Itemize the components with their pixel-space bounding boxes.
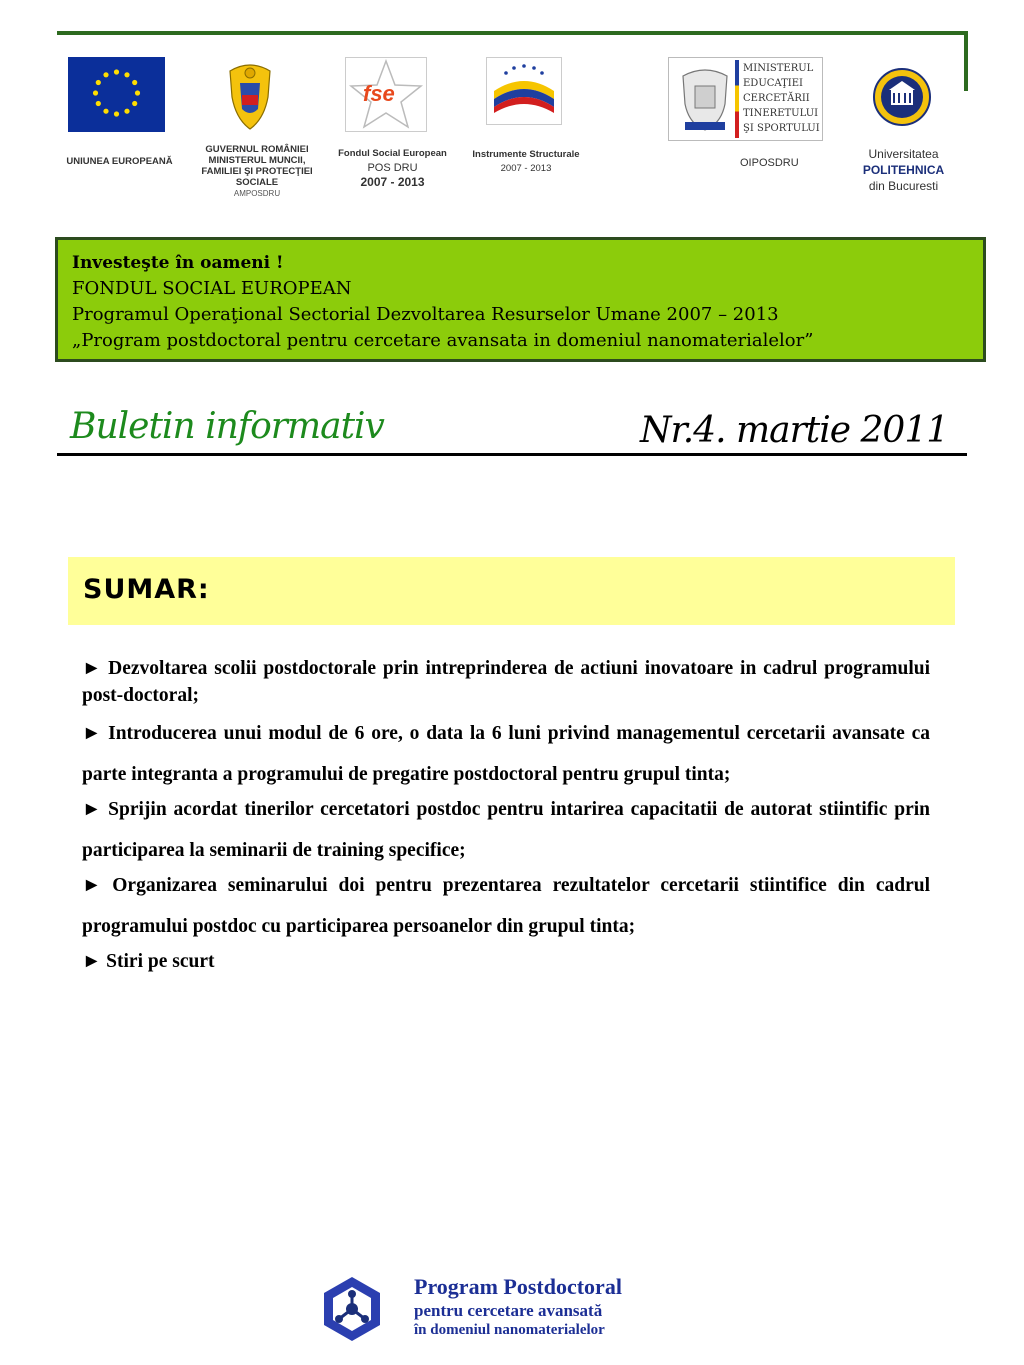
fse-caption-line: 2007 - 2013 (360, 175, 425, 189)
romania-coat-of-arms-icon (224, 57, 276, 132)
fse-caption-line: POS DRU (367, 162, 418, 174)
summary-item: ► Sprijin acordat tinerilor cercetatori postdoc pentru intarirea capacitatii de autorat stiintific prin participarea la seminarii de training specifice; (82, 799, 930, 861)
summary-item: ► Organizarea seminarului doi pentru prezentarea rezultatelor cercetarii stiintifice din cadrul programului postdoc cu participarea persoanelor din grupul tinta; (82, 875, 930, 937)
instrumente-caption-line: 2007 - 2013 (500, 163, 552, 174)
eu-flag-icon (68, 57, 165, 132)
ministry-line: TINERETULUI (743, 108, 819, 119)
footer-line: în domeniul nanomaterialelor (414, 1322, 605, 1338)
instrumente-structurale-icon (486, 57, 562, 125)
fse-text: fse (363, 81, 395, 106)
footer-program-text (414, 1274, 622, 1340)
summary-item: ► Introducerea unui modul de 6 ore, o data la 6 luni privind managementul cercetarii avansate ca parte integranta a programului de pregatire postdoctoral pentru grupul tinta; (82, 723, 930, 785)
ministry-education-icon (668, 57, 823, 141)
eu-caption: UNIUNEA EUROPEANĂ (66, 156, 173, 167)
politehnica-caption-line: din Bucuresti (868, 179, 939, 193)
romania-caption-line: GUVERNUL ROMÂNIEI (205, 144, 309, 155)
romania-caption-line: MINISTERUL MUNCII, (208, 155, 306, 166)
summary-list (82, 655, 930, 982)
politehnica-caption (846, 146, 961, 194)
fse-line: FONDUL SOCIAL EUROPEAN (72, 278, 352, 299)
bulletin-title: Buletin informativ (70, 406, 384, 447)
ministry-line: MINISTERUL (743, 63, 814, 74)
ministry-line: ŞI SPORTULUI (743, 123, 820, 134)
top-frame-line (57, 31, 967, 35)
amposdru-label: AMPOSDRU (233, 189, 281, 198)
fse-star-icon (345, 57, 427, 132)
footer-line: Program Postdoctoral (414, 1274, 622, 1299)
instrumente-caption (466, 148, 586, 176)
tricolor-bar (735, 60, 739, 138)
ministry-line: CERCETĂRII (743, 93, 810, 104)
issue-number: Nr.4. martie 2011 (640, 410, 949, 451)
romania-caption-line: FAMILIEI ŞI PROTECŢIEI (201, 166, 313, 177)
program-info-box (55, 237, 986, 362)
politehnica-caption-line: POLITEHNICA (862, 163, 945, 177)
politehnica-caption-line: Universitatea (868, 147, 939, 161)
title-underline (57, 453, 967, 456)
fse-caption (330, 147, 455, 189)
fse-caption-line: Fondul Social European (338, 148, 447, 159)
investeste-heading: Investeşte în oameni ! (72, 253, 284, 273)
footer-line: pentru cercetare avansată (414, 1301, 603, 1320)
summary-heading: SUMAR: (83, 574, 210, 605)
romania-caption-line: SOCIALE (235, 177, 279, 188)
molecule-hexagon-icon (318, 1275, 386, 1343)
summary-item: ► Dezvoltarea scolii postdoctorale prin intreprinderea de actiuni inovatoare in cadrul programului post-doctoral; (82, 658, 930, 706)
politehnica-seal-icon (872, 67, 932, 127)
program-title-line: „Program postdoctoral pentru cercetare avansata in domeniul nanomaterialelor” (72, 330, 814, 351)
romania-caption (196, 144, 318, 199)
ministry-line: EDUCAŢIEI (743, 78, 803, 89)
oiposdru-caption: OIPOSDRU (740, 157, 799, 169)
ministry-text (743, 61, 820, 136)
instrumente-caption-line: Instrumente Structurale (472, 149, 580, 160)
summary-item: ► Stiri pe scurt (82, 951, 215, 972)
pos-dru-line: Programul Operaţional Sectorial Dezvoltarea Resurselor Umane 2007 – 2013 (72, 304, 779, 325)
right-frame-line (964, 31, 968, 91)
